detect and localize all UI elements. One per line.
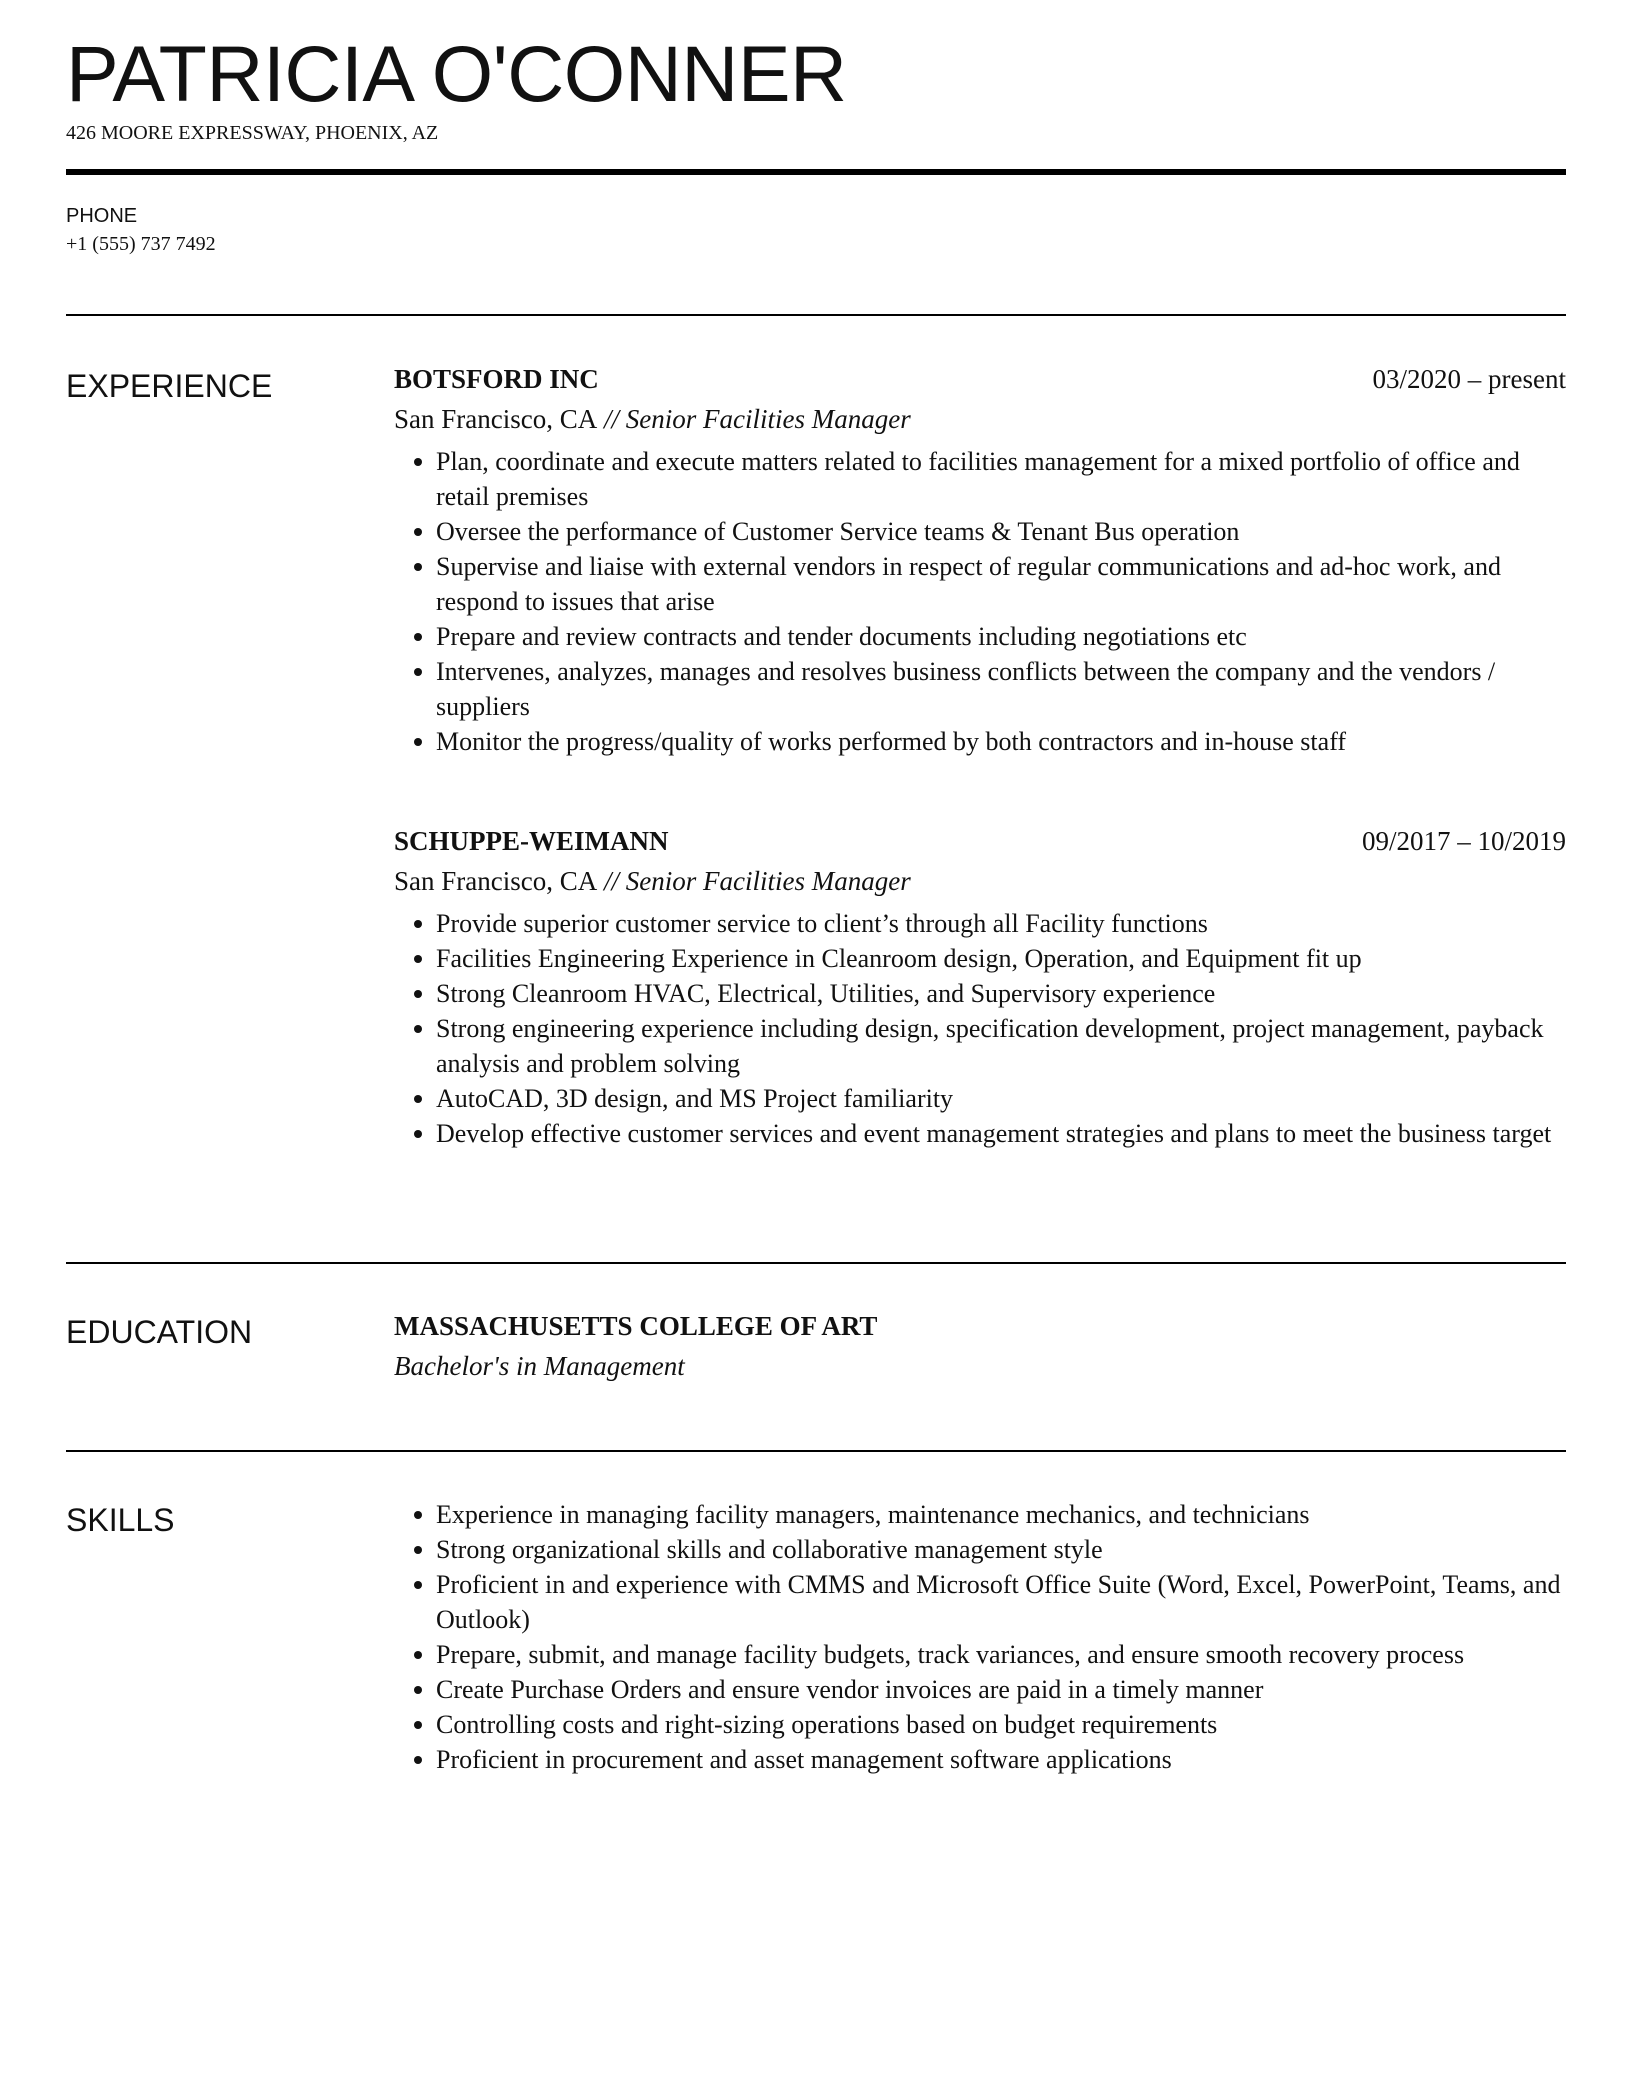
list-item: Provide superior customer service to client’s through all Facility functions bbox=[394, 906, 1566, 941]
list-item: Strong Cleanroom HVAC, Electrical, Utilities, and Supervisory experience bbox=[394, 976, 1566, 1011]
role-separator: // bbox=[597, 866, 626, 896]
education-entry bbox=[394, 1309, 1566, 1389]
list-item: Strong organizational skills and collaborative management style bbox=[394, 1532, 1566, 1567]
list-item: Create Purchase Orders and ensure vendor invoices are paid in a timely manner bbox=[394, 1672, 1566, 1707]
phone-number: +1 (555) 737 7492 bbox=[66, 233, 216, 255]
degree: Bachelor's in Management bbox=[394, 1351, 685, 1381]
job-role: Senior Facilities Manager bbox=[625, 404, 911, 434]
section-divider bbox=[66, 1450, 1566, 1452]
list-item: Controlling costs and right-sizing operations based on budget requirements bbox=[394, 1707, 1566, 1742]
list-item: Facilities Engineering Experience in Cleanroom design, Operation, and Equipment fit up bbox=[394, 941, 1566, 976]
job-location: San Francisco, CA bbox=[394, 404, 598, 434]
list-item: Plan, coordinate and execute matters related to facilities management for a mixed portfolio of office and retail premises bbox=[394, 444, 1566, 514]
job-location: San Francisco, CA bbox=[394, 866, 598, 896]
skills-list bbox=[394, 1497, 1566, 1777]
job-dates: 09/2017 – 10/2019 bbox=[1361, 826, 1566, 856]
list-item: Proficient in and experience with CMMS and Microsoft Office Suite (Word, Excel, PowerPoint, Teams, and Outlook) bbox=[394, 1567, 1566, 1637]
header-divider bbox=[66, 169, 1566, 175]
job-role: Senior Facilities Manager bbox=[625, 866, 911, 896]
job-subline bbox=[394, 402, 1566, 442]
job-bullets bbox=[394, 906, 1566, 1151]
list-item: Intervenes, analyzes, manages and resolves business conflicts between the company and the vendors / suppliers bbox=[394, 654, 1566, 724]
candidate-name: PATRICIA O'CONNER bbox=[66, 29, 847, 118]
section-divider bbox=[66, 314, 1566, 316]
list-item: Develop effective customer services and event management strategies and plans to meet the business target bbox=[394, 1116, 1566, 1151]
education-heading: EDUCATION bbox=[66, 1314, 253, 1350]
job-bullets bbox=[394, 444, 1566, 759]
school-name: MASSACHUSETTS COLLEGE OF ART bbox=[394, 1311, 878, 1341]
list-item: Strong engineering experience including design, specification development, project management, payback analysis and problem solving bbox=[394, 1011, 1566, 1081]
job-entry bbox=[394, 362, 1566, 759]
company-name: SCHUPPE-WEIMANN bbox=[394, 826, 669, 856]
list-item: Monitor the progress/quality of works performed by both contractors and in-house staff bbox=[394, 724, 1566, 759]
job-entry bbox=[394, 824, 1566, 1151]
section-divider bbox=[66, 1262, 1566, 1264]
address: 426 MOORE EXPRESSWAY, PHOENIX, AZ bbox=[66, 122, 439, 144]
list-item: Experience in managing facility managers, maintenance mechanics, and technicians bbox=[394, 1497, 1566, 1532]
list-item: AutoCAD, 3D design, and MS Project familiarity bbox=[394, 1081, 1566, 1116]
role-separator: // bbox=[597, 404, 626, 434]
job-dates: 03/2020 – present bbox=[1372, 364, 1566, 394]
list-item: Oversee the performance of Customer Service teams & Tenant Bus operation bbox=[394, 514, 1566, 549]
skills-list-block bbox=[394, 1497, 1566, 1777]
skills-heading: SKILLS bbox=[66, 1502, 175, 1538]
list-item: Supervise and liaise with external vendors in respect of regular communications and ad-hoc work, and respond to issues that arise bbox=[394, 549, 1566, 619]
experience-heading: EXPERIENCE bbox=[66, 368, 273, 404]
list-item: Prepare and review contracts and tender documents including negotiations etc bbox=[394, 619, 1566, 654]
phone-label: PHONE bbox=[66, 205, 138, 227]
list-item: Proficient in procurement and asset management software applications bbox=[394, 1742, 1566, 1777]
list-item: Prepare, submit, and manage facility budgets, track variances, and ensure smooth recovery process bbox=[394, 1637, 1566, 1672]
job-subline bbox=[394, 864, 1566, 904]
company-name: BOTSFORD INC bbox=[394, 364, 599, 394]
